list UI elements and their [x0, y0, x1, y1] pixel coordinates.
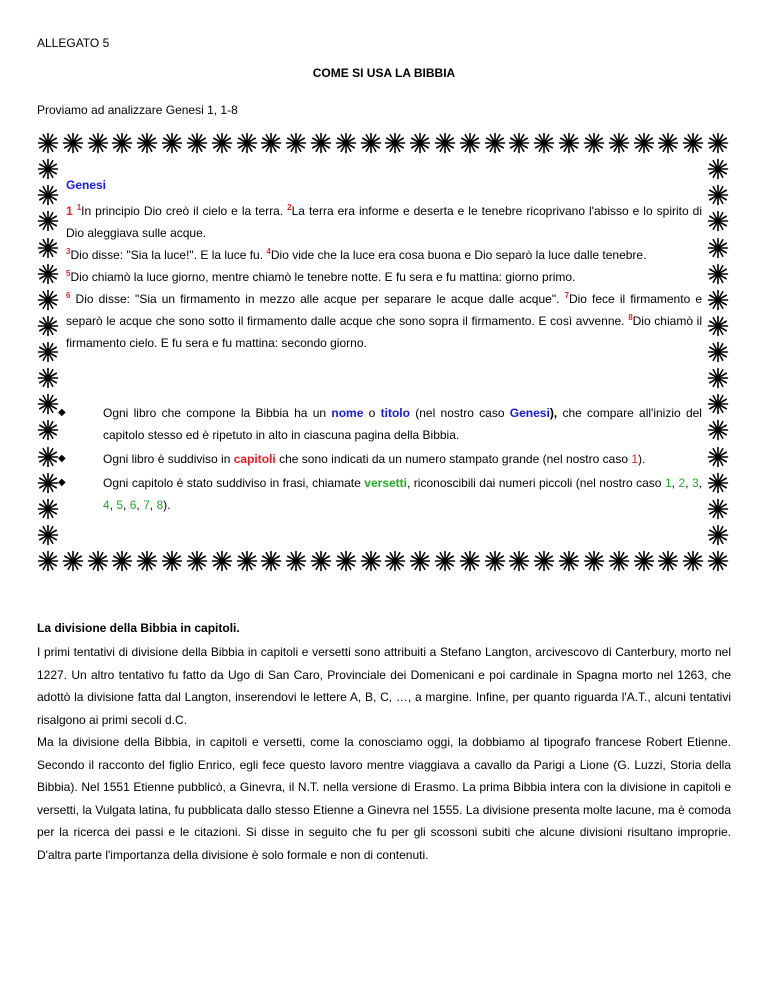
verse-number-ref: 1 — [664, 476, 672, 490]
asterisk-flower-icon — [335, 550, 357, 572]
highlight-titolo: titolo — [380, 406, 410, 420]
asterisk-flower-icon — [707, 393, 729, 415]
asterisk-flower-icon — [37, 210, 59, 232]
verse-text: In principio Dio creò il cielo e la terra. — [81, 204, 284, 218]
text: Ogni capitolo è stato suddiviso in frasi, chiamate — [103, 476, 361, 490]
verse-number: 8 — [628, 313, 633, 322]
asterisk-flower-icon — [558, 132, 580, 154]
asterisk-flower-icon — [186, 550, 208, 572]
asterisk-flower-icon — [434, 132, 456, 154]
asterisk-flower-icon — [707, 446, 729, 468]
asterisk-flower-icon — [707, 289, 729, 311]
asterisk-flower-icon — [707, 419, 729, 441]
text: Ogni libro è suddiviso in — [103, 452, 231, 466]
asterisk-flower-icon — [37, 184, 59, 206]
page-title: COME SI USA LA BIBBIA — [312, 66, 456, 80]
asterisk-flower-icon — [37, 498, 59, 520]
asterisk-flower-icon — [707, 210, 729, 232]
asterisk-flower-icon — [37, 289, 59, 311]
section-heading: La divisione della Bibbia in capitoli. — [37, 621, 240, 635]
asterisk-flower-icon — [533, 132, 555, 154]
asterisk-flower-icon — [310, 132, 332, 154]
asterisk-flower-icon — [236, 132, 258, 154]
asterisk-flower-icon — [62, 550, 84, 572]
verse-number-ref: 5 — [116, 498, 124, 512]
genesis-excerpt — [66, 174, 702, 354]
asterisk-flower-icon — [136, 132, 158, 154]
verse-number-list: 1, 2, 3, 4, 5, 6, 7, 8 — [103, 476, 702, 512]
verse-number: 5 — [66, 269, 71, 278]
asterisk-flower-icon — [682, 132, 704, 154]
asterisk-flower-icon — [558, 550, 580, 572]
asterisk-flower-icon — [459, 550, 481, 572]
verse-number-ref: 7 — [143, 498, 150, 512]
asterisk-flower-icon — [111, 550, 133, 572]
asterisk-flower-icon — [310, 550, 332, 572]
asterisk-flower-icon — [87, 132, 109, 154]
asterisk-flower-icon — [508, 550, 530, 572]
text: Ogni libro che compone la Bibbia ha un — [103, 406, 327, 420]
asterisk-flower-icon — [484, 550, 506, 572]
asterisk-flower-icon — [236, 550, 258, 572]
asterisk-flower-icon — [657, 550, 679, 572]
asterisk-flower-icon — [409, 550, 431, 572]
text: ). — [163, 498, 171, 512]
asterisk-flower-icon — [608, 132, 630, 154]
asterisk-flower-icon — [285, 550, 307, 572]
asterisk-flower-icon — [37, 367, 59, 389]
text: o — [368, 406, 376, 420]
asterisk-flower-icon — [508, 132, 530, 154]
diamond-bullet-icon: ◆ — [58, 477, 66, 488]
asterisk-flower-icon — [136, 550, 158, 572]
text: , riconoscibili dai numeri piccoli (nel nostro caso — [407, 476, 662, 490]
asterisk-flower-icon — [260, 550, 282, 572]
asterisk-flower-icon — [707, 472, 729, 494]
asterisk-flower-icon — [682, 550, 704, 572]
verse-text: Dio chiamò la luce giorno, mentre chiamò le tenebre notte. E fu sera e fu mattina: giorno primo. — [70, 270, 576, 284]
list-item — [58, 402, 702, 446]
asterisk-flower-icon — [37, 472, 59, 494]
text: ). — [638, 452, 646, 466]
verse-number: 2 — [287, 203, 292, 212]
asterisk-flower-icon — [533, 550, 555, 572]
asterisk-flower-icon — [335, 132, 357, 154]
asterisk-flower-icon — [37, 393, 59, 415]
verse-text: Dio disse: "Sia la luce!". E la luce fu. — [70, 248, 264, 262]
highlight-versetti: versetti — [364, 476, 407, 490]
verse-number: 4 — [266, 247, 271, 256]
asterisk-flower-icon — [37, 263, 59, 285]
explanation-list — [58, 402, 702, 518]
asterisk-flower-icon — [459, 132, 481, 154]
asterisk-flower-icon — [633, 550, 655, 572]
asterisk-flower-icon — [484, 132, 506, 154]
book-title: Genesi — [66, 178, 107, 192]
asterisk-flower-icon — [707, 132, 729, 154]
asterisk-flower-icon — [707, 237, 729, 259]
asterisk-flower-icon — [37, 132, 59, 154]
paragraph: I primi tentativi di divisione della Bibbia in capitoli e versetti sono attribuiti a Stefano Langton, arcivescovo di Canterbury, morto nel 1227. Un altro tentativo fu fatto da Ugo di San Caro, Provinciale dei Domenicani e poi cardinale in Spagna morto nel 1263, che adottò la divisione fatta dal Langton, inserendovi le lettere A, B, C, …, a margine. Infine, per quanto riguarda l'A.T., alcuni tentativi risalgono ai primi secoli d.C. — [37, 645, 731, 727]
asterisk-flower-icon — [707, 498, 729, 520]
diamond-bullet-icon: ◆ — [58, 407, 66, 418]
paragraph: Ma la divisione della Bibbia, in capitoli e versetti, come la conosciamo oggi, la dobbiamo al tipografo francese Robert Etienne. Secondo il racconto del figlio Enrico, egli fece questo lavoro mentre viaggiava a cavallo da Parigi a Lione (G. Luzzi, Storia della Bibbia). Nel 1551 Etienne pubblicò, a Ginevra, il N.T. nella versione di Erasmo. La prima Bibbia intera con la divisione in capitoli e versetti, la Vulgata latina, fu pubblicata dallo stesso Etienne a Ginevra nel 1555. La divisione presenta molte lacune, ma è comoda per la ricerca dei passi e le citazioni. Si disse in seguito che fu per gli scossoni subiti che alcune divisioni risultano improprie. D'altra parte l'importanza della divisione è solo formale e non di contenuti. — [37, 735, 731, 862]
asterisk-flower-icon — [260, 132, 282, 154]
verse-number: 7 — [564, 291, 569, 300]
asterisk-flower-icon — [707, 184, 729, 206]
verse-text: Dio disse: "Sia un firmamento in mezzo alle acque per separare le acque dalle acque". — [75, 292, 560, 306]
verse-text: Dio fece il firmamento e separò le acque che sono sotto il firmamento dalle acque che sono sopra il firmamento. E così avvenne. — [66, 292, 702, 328]
asterisk-flower-icon — [161, 550, 183, 572]
asterisk-flower-icon — [657, 132, 679, 154]
asterisk-flower-icon — [37, 550, 59, 572]
asterisk-flower-icon — [583, 132, 605, 154]
verse-number-ref: 6 — [129, 498, 137, 512]
highlight-capitoli: capitoli — [233, 452, 276, 466]
verse-text: Dio vide che la luce era cosa buona e Dio separò la luce dalle tenebre. — [270, 248, 647, 262]
section-body — [37, 641, 731, 866]
list-item — [58, 472, 702, 516]
asterisk-flower-icon — [111, 132, 133, 154]
asterisk-flower-icon — [37, 524, 59, 546]
verse-number-ref: 4 — [103, 498, 110, 512]
asterisk-flower-icon — [37, 158, 59, 180]
diamond-bullet-icon: ◆ — [58, 453, 66, 464]
asterisk-flower-icon — [37, 446, 59, 468]
asterisk-flower-icon — [409, 132, 431, 154]
asterisk-flower-icon — [62, 132, 84, 154]
chapter-number: 1 — [66, 204, 73, 218]
asterisk-flower-icon — [37, 315, 59, 337]
asterisk-flower-icon — [211, 550, 233, 572]
text: che sono indicati da un numero stampato grande (nel nostro caso — [279, 452, 628, 466]
asterisk-flower-icon — [37, 419, 59, 441]
asterisk-flower-icon — [37, 237, 59, 259]
asterisk-flower-icon — [186, 132, 208, 154]
asterisk-flower-icon — [707, 158, 729, 180]
asterisk-flower-icon — [360, 132, 382, 154]
verse-text: Dio chiamò il firmamento cielo. E fu sera e fu mattina: secondo giorno. — [66, 314, 702, 350]
asterisk-flower-icon — [707, 263, 729, 285]
verse-text: La terra era informe e deserta e le tenebre ricoprivano l'abisso e lo spirito di Dio aleggiava sulle acque. — [66, 204, 702, 240]
asterisk-flower-icon — [161, 132, 183, 154]
asterisk-flower-icon — [608, 550, 630, 572]
intro-line: Proviamo ad analizzare Genesi 1, 1-8 — [37, 103, 238, 117]
verse-number: 1 — [76, 203, 82, 212]
asterisk-flower-icon — [360, 550, 382, 572]
genesis-text — [66, 200, 702, 354]
text: che compare all'inizio del capitolo stesso ed è ripetuto in alto in ciascuna pagina della Bibbia. — [103, 406, 702, 442]
text: (nel nostro caso — [415, 406, 505, 420]
asterisk-flower-icon — [707, 524, 729, 546]
asterisk-flower-icon — [211, 132, 233, 154]
asterisk-flower-icon — [285, 132, 307, 154]
asterisk-flower-icon — [583, 550, 605, 572]
asterisk-flower-icon — [707, 550, 729, 572]
asterisk-flower-icon — [434, 550, 456, 572]
asterisk-flower-icon — [707, 341, 729, 363]
verse-number-ref: 2 — [678, 476, 686, 490]
asterisk-flower-icon — [633, 132, 655, 154]
asterisk-flower-icon — [707, 367, 729, 389]
attachment-label: ALLEGATO 5 — [37, 36, 110, 50]
highlight-chapter-num: 1 — [631, 452, 639, 466]
verse-number-ref: 3 — [691, 476, 699, 490]
asterisk-flower-icon — [384, 132, 406, 154]
highlight-nome: nome — [331, 406, 364, 420]
verse-number: 3 — [66, 247, 71, 256]
verse-number-ref: 8 — [156, 498, 164, 512]
asterisk-flower-icon — [37, 341, 59, 363]
asterisk-flower-icon — [384, 550, 406, 572]
asterisk-flower-icon — [87, 550, 109, 572]
list-item — [58, 448, 702, 470]
asterisk-flower-icon — [707, 315, 729, 337]
verse-number: 6 — [66, 291, 71, 300]
text: ), — [549, 406, 558, 420]
highlight-genesi: Genesi — [509, 406, 550, 420]
